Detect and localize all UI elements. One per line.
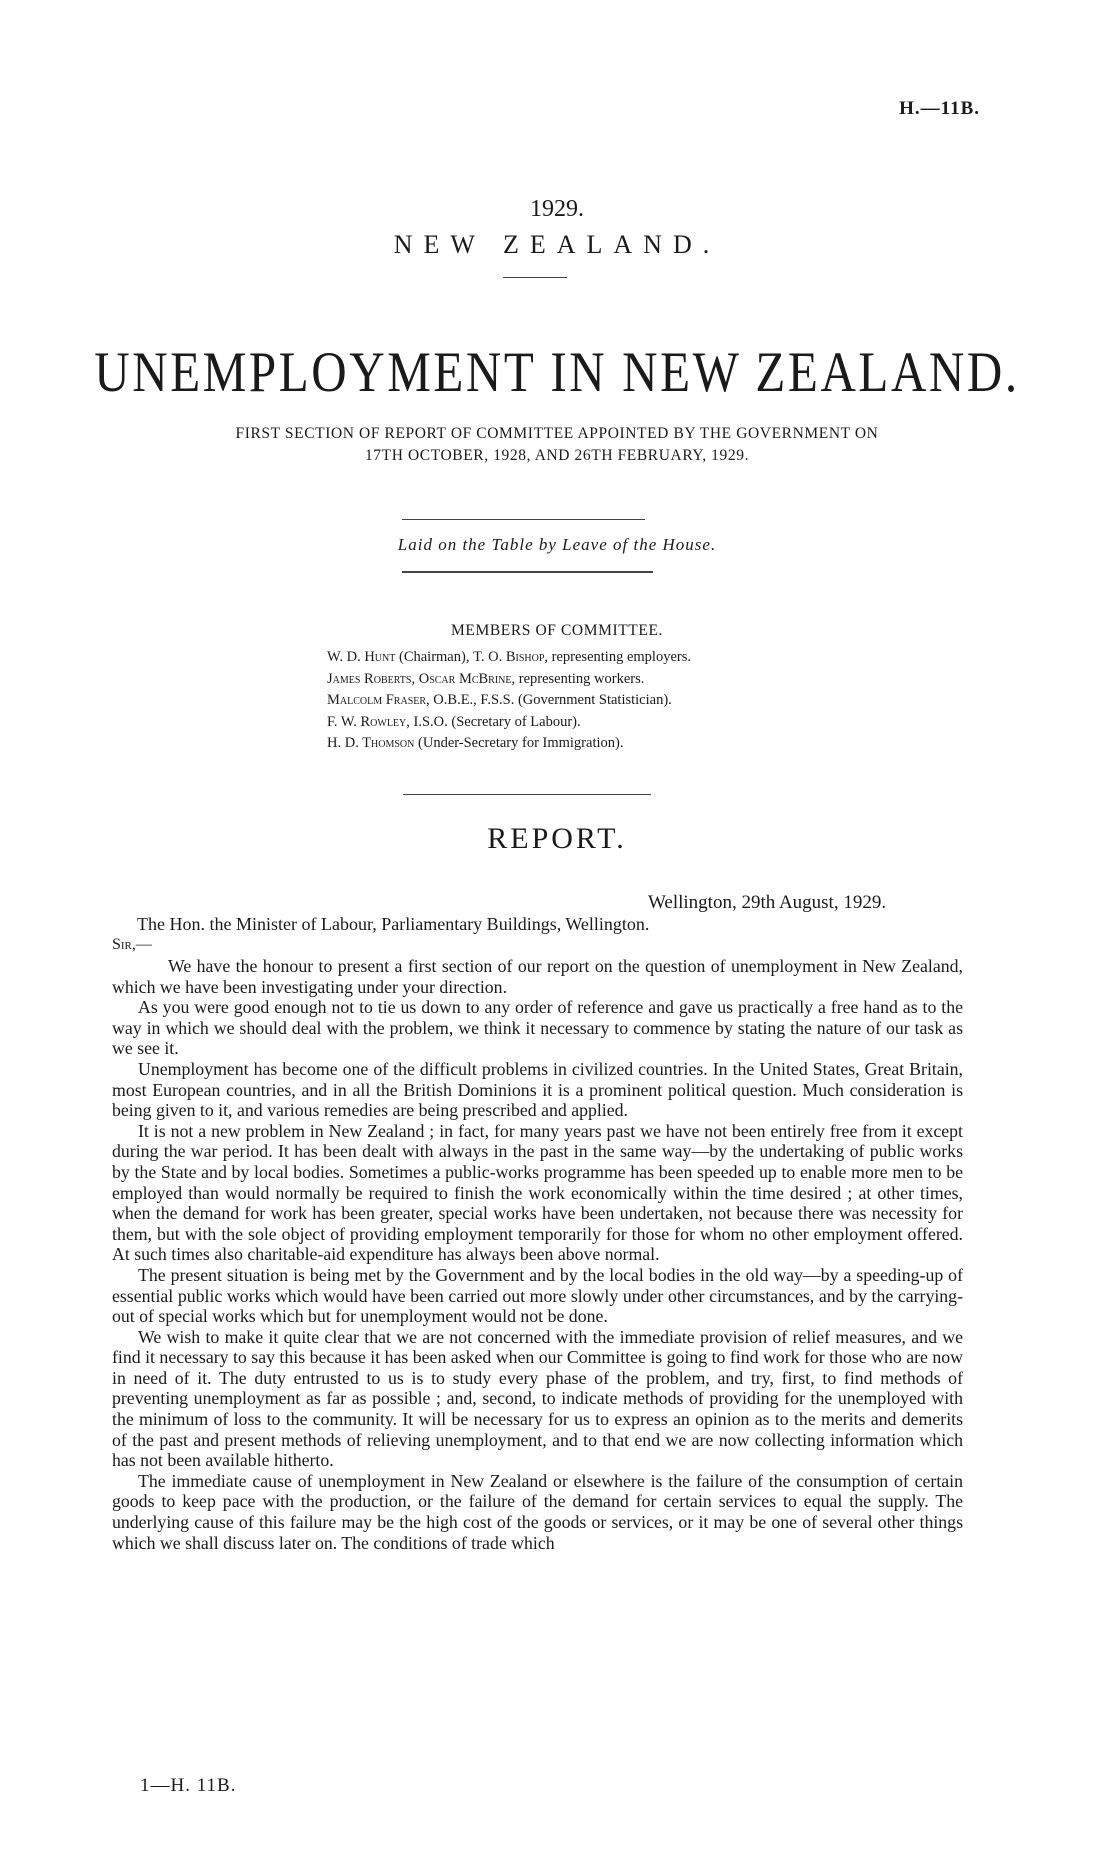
committee-member: James Roberts, Oscar McBrine, representing workers. [327,670,645,687]
report-date: Wellington, 29th August, 1929. [648,892,887,913]
divider [402,571,653,573]
page-footer: 1—H. 11B. [140,1775,237,1796]
document-title: UNEMPLOYMENT IN NEW ZEALAND. [94,341,1020,404]
report-body [112,956,963,1553]
committee-member: Malcolm Fraser, O.B.E., F.S.S. (Government Statistician). [327,692,672,708]
document-reference: H.—11B. [899,98,980,119]
paragraph: Unemployment has become one of the difficult problems in civilized countries. In the United States, Great Britain, most European countries, and in all the British Dominions it is a prominent political question. Much consideration is being given to it, and various remedies are being prescribed and applied. [112,1058,963,1121]
year: 1929. [530,196,584,222]
divider [402,519,645,520]
laid-on-table-note: Laid on the Table by Leave of the House. [397,535,717,554]
subtitle-line-1: FIRST SECTION OF REPORT OF COMMITTEE APPOINTED BY THE GOVERNMENT ON [235,425,879,442]
salutation: Sir,— [112,936,152,953]
paragraph: As you were good enough not to tie us down to any order of reference and gave us practically a free hand as to the way in which we should deal with the problem, we think it necessary to commence by stating the nature of our task as we see it. [112,997,963,1059]
paragraph: We have the honour to present a first section of our report on the question of unemployment in New Zealand, which we have been investigating under your direction. [112,956,963,997]
committee-members-list [327,647,691,755]
divider [403,794,651,795]
report-heading: REPORT. [487,822,627,855]
addressee: The Hon. the Minister of Labour, Parliamentary Buildings, Wellington. [137,914,650,934]
subtitle-line-2: 17TH OCTOBER, 1928, AND 26TH FEBRUARY, 1929. [364,447,750,464]
paragraph: We wish to make it quite clear that we are not concerned with the immediate provision of relief measures, and we find it necessary to say this because it has been asked when our Committee is going to find work for those who are now in need of it. The duty entrusted to us is to study every phase of the problem, and try, first, to find methods of preventing unemployment as far as possible ; and, second, to indicate methods of providing for the unemployed with the minimum of loss to the community. It will be necessary for us to express an opinion as to the merits and demerits of the past and present methods of relieving unemployment, and to that end we are now collecting information which has not been available hitherto. [112,1326,963,1471]
country-heading: NEW ZEALAND. [393,230,721,259]
committee-heading: MEMBERS OF COMMITTEE. [451,622,663,639]
committee-member: H. D. Thomson (Under-Secretary for Immigration). [327,735,624,751]
committee-member: W. D. Hunt (Chairman), T. O. Bishop, representing employers. [327,649,691,665]
subtitle [0,423,1114,467]
divider [503,277,567,278]
paragraph: It is not a new problem in New Zealand ; in fact, for many years past we have not been entirely free from it except during the war period. It has been dealt with always in the past in the same way—by the undertaking of public works by the State and by local bodies. Sometimes a public-works programme has been speeded up to enable more men to be employed than would normally be required to finish the work economically within the time desired ; at other times, when the demand for work has been greater, special works have been undertaken, not because there was necessity for them, but with the sole object of providing employment temporarily for those for whom no other employment offered. At such times also charitable-aid expenditure has always been above normal. [112,1120,963,1265]
paragraph: The immediate cause of unemployment in New Zealand or elsewhere is the failure of the consumption of certain goods to keep pace with the production, or the failure of the demand for certain services to equal the supply. The underlying cause of this failure may be the high cost of the goods or services, or it may be one of several other things which we shall discuss later on. The conditions of trade which [112,1470,963,1553]
committee-member: F. W. Rowley, I.S.O. (Secretary of Labour). [327,713,581,730]
paragraph: The present situation is being met by the Government and by the local bodies in the old way—by a speeding-up of essential public works which would have been carried out more slowly under other circumstances, and by the carrying-out of special works which but for unemployment would not be done. [112,1264,963,1327]
